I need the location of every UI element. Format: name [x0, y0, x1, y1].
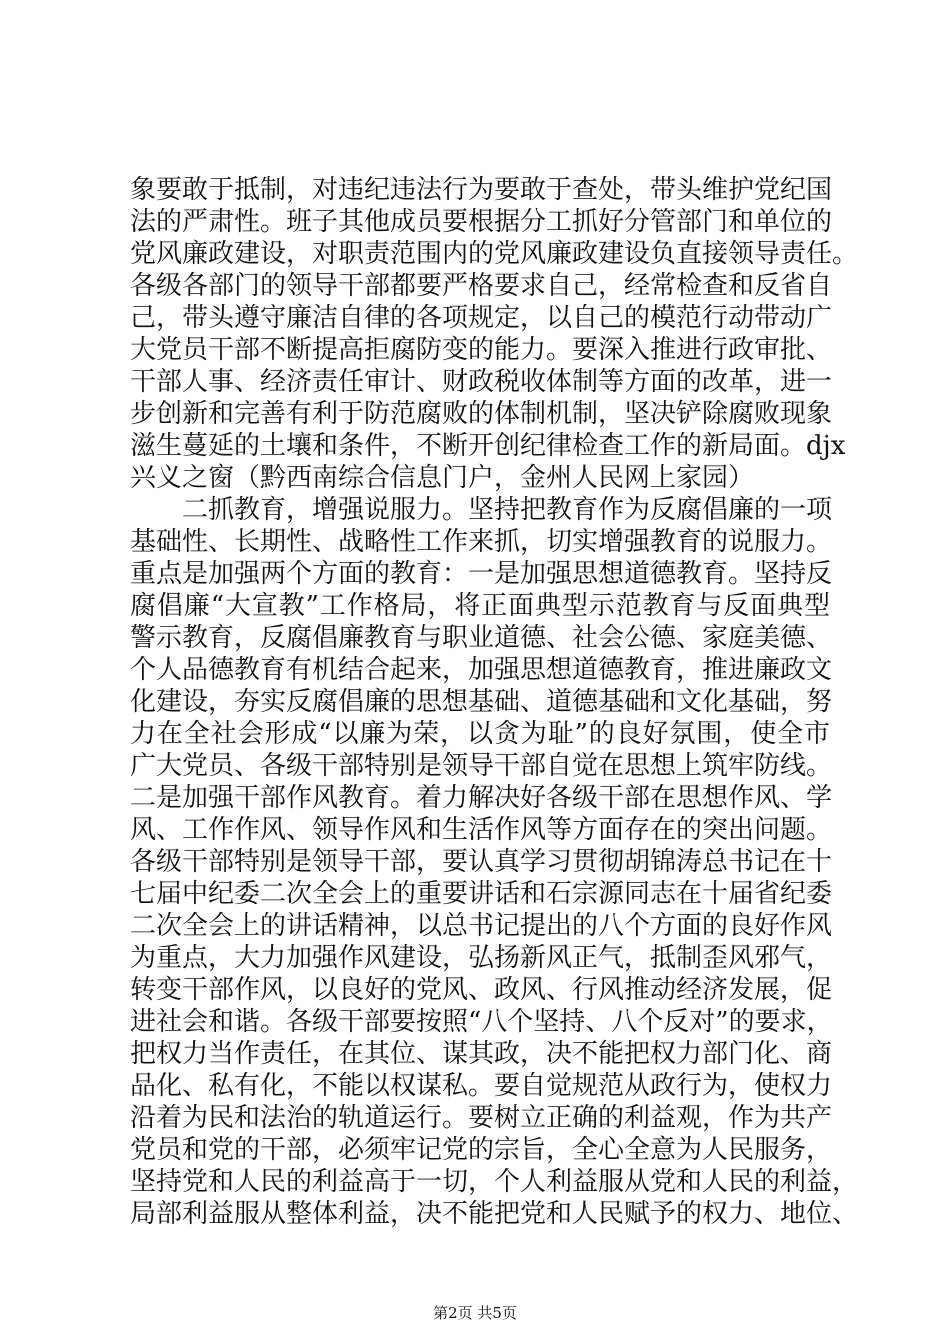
text-line: 象要敢于抵制，对违纪违法行为要敢于查处，带头维护党纪国 — [130, 175, 833, 205]
text-line: 党风廉政建设，对职责范围内的党风廉政建设负直接领导责任。 — [130, 239, 859, 269]
text-line: 各级各部门的领导干部都要严格要求自己，经常检查和反省自 — [130, 271, 833, 301]
text-line: 步创新和完善有利于防范腐败的体制机制，坚决铲除腐败现象 — [130, 399, 833, 429]
text-line: 基础性、长期性、战略性工作来抓，切实增强教育的说服力。 — [130, 527, 833, 557]
text-line: 沿着为民和法治的轨道运行。要树立正确的利益观，作为共产 — [130, 1103, 833, 1133]
text-line: 二次全会上的讲话精神，以总书记提出的八个方面的良好作风 — [130, 911, 833, 941]
text-line: 坚持党和人民的利益高于一切，个人利益服从党和人民的利益， — [130, 1167, 859, 1197]
text-line: 干部人事、经济责任审计、财政税收体制等方面的改革，进一 — [130, 367, 833, 397]
text-line: 品化、私有化，不能以权谋私。要自觉规范从政行为，使权力 — [130, 1071, 833, 1101]
text-line: 七届中纪委二次全会上的重要讲话和石宗源同志在十届省纪委 — [130, 879, 833, 909]
page-indicator: 第2页 共5页 — [433, 1304, 517, 1322]
text-line: 滋生蔓延的土壤和条件，不断开创纪律检查工作的新局面。djx — [130, 431, 846, 461]
text-line: 重点是加强两个方面的教育：一是加强思想道德教育。坚持反 — [130, 559, 833, 589]
text-line: 进社会和谐。各级干部要按照“八个坚持、八个反对”的要求， — [130, 1007, 833, 1037]
text-line: 法的严肃性。班子其他成员要根据分工抓好分管部门和单位的 — [130, 207, 833, 237]
text-line: 党员和党的干部，必须牢记党的宗旨，全心全意为人民服务， — [130, 1135, 833, 1165]
text-line: 局部利益服从整体利益，决不能把党和人民赋予的权力、地位、 — [130, 1199, 859, 1229]
text-line: 二抓教育，增强说服力。坚持把教育作为反腐倡廉的一项 — [130, 495, 833, 525]
text-line: 各级干部特别是领导干部，要认真学习贯彻胡锦涛总书记在十 — [130, 847, 833, 877]
text-line: 风、工作作风、领导作风和生活作风等方面存在的突出问题。 — [130, 815, 833, 845]
text-line: 化建设，夯实反腐倡廉的思想基础、道德基础和文化基础，努 — [130, 687, 833, 717]
text-line: 把权力当作责任，在其位、谋其政，决不能把权力部门化、商 — [130, 1039, 833, 1069]
text-line: 力在全社会形成“以廉为荣，以贪为耻”的良好氛围，使全市 — [130, 719, 830, 749]
text-line: 大党员干部不断提高拒腐防变的能力。要深入推进行政审批、 — [130, 335, 833, 365]
text-line: 己，带头遵守廉洁自律的各项规定，以自己的模范行动带动广 — [130, 303, 833, 333]
text-line: 广大党员、各级干部特别是领导干部自觉在思想上筑牢防线。 — [130, 751, 833, 781]
text-line: 警示教育，反腐倡廉教育与职业道德、社会公德、家庭美德、 — [130, 623, 833, 653]
page-footer — [0, 1303, 950, 1323]
text-line: 为重点，大力加强作风建设，弘扬新风正气，抵制歪风邪气， — [130, 943, 833, 973]
text-line: 兴义之窗（黔西南综合信息门户，金州人民网上家园） — [130, 463, 755, 493]
text-line: 二是加强干部作风教育。着力解决好各级干部在思想作风、学 — [130, 783, 833, 813]
text-line: 腐倡廉“大宣教”工作格局，将正面典型示范教育与反面典型 — [130, 591, 830, 621]
text-line: 转变干部作风，以良好的党风、政风、行风推动经济发展，促 — [130, 975, 833, 1005]
document-body — [130, 174, 859, 1230]
text-line: 个人品德教育有机结合起来，加强思想道德教育，推进廉政文 — [130, 655, 833, 685]
